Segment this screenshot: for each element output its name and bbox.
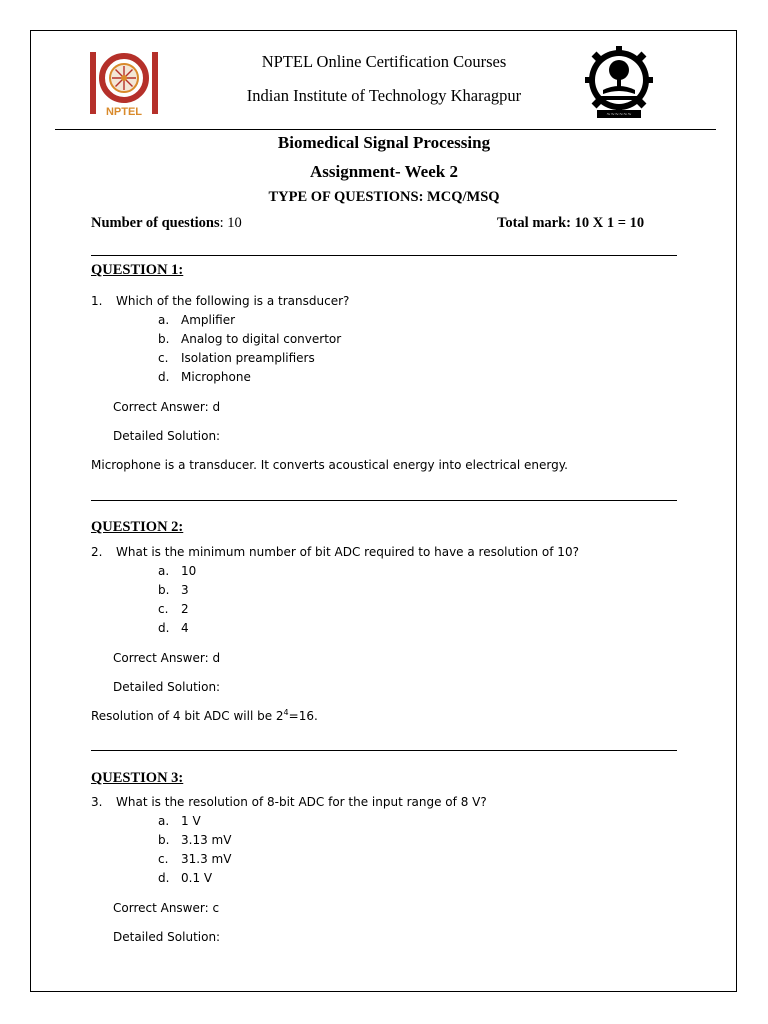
question-text	[91, 795, 487, 809]
section-divider	[91, 750, 677, 751]
option-letter: d.	[158, 621, 170, 635]
solution-heading: Detailed Solution:	[113, 930, 221, 944]
option-text: 3	[181, 583, 189, 597]
option-text: Analog to digital convertor	[181, 332, 342, 346]
option-item	[158, 583, 189, 597]
correct-answer: Correct Answer: d	[113, 400, 221, 414]
question-heading: QUESTION 2:	[91, 519, 184, 535]
question-type: TYPE OF QUESTIONS: MCQ/MSQ	[268, 189, 500, 205]
option-letter: c.	[158, 602, 169, 616]
header-divider	[55, 129, 716, 130]
option-letter: a.	[158, 564, 170, 578]
question-body: Which of the following is a transducer?	[116, 294, 350, 308]
option-letter: b.	[158, 583, 170, 597]
option-item	[158, 852, 231, 866]
question-number: 1.	[91, 294, 103, 308]
correct-answer: Correct Answer: d	[113, 651, 221, 665]
option-item	[158, 621, 189, 635]
option-letter: a.	[158, 814, 170, 828]
option-item	[158, 871, 212, 885]
option-letter: b.	[158, 833, 170, 847]
option-text: 3.13 mV	[181, 833, 232, 847]
option-letter: c.	[158, 852, 169, 866]
section-divider	[91, 500, 677, 501]
option-text: Isolation preamplifiers	[181, 351, 315, 365]
option-item	[158, 313, 235, 327]
assignment-title: Assignment- Week 2	[310, 162, 458, 181]
question-number: 3.	[91, 795, 103, 809]
solution-text: Microphone is a transducer. It converts acoustical energy into electrical energy.	[91, 458, 568, 472]
course-title: Biomedical Signal Processing	[277, 133, 491, 152]
option-letter: c.	[158, 351, 169, 365]
question-text	[91, 294, 349, 308]
option-text: 0.1 V	[181, 871, 213, 885]
option-letter: d.	[158, 871, 170, 885]
number-of-questions-value: : 10	[219, 215, 242, 231]
number-of-questions-label: Number of questions	[91, 215, 220, 231]
option-item	[158, 332, 341, 346]
total-mark: Total mark: 10 X 1 = 10	[497, 215, 645, 231]
option-text: 31.3 mV	[181, 852, 232, 866]
question-heading: QUESTION 1:	[91, 262, 184, 278]
solution-text-main: Resolution of 4 bit ADC will be 2	[91, 709, 284, 723]
option-text: 10	[181, 564, 197, 578]
option-item	[158, 602, 189, 616]
option-letter: b.	[158, 332, 170, 346]
option-item	[158, 370, 251, 384]
section-divider	[91, 255, 677, 256]
solution-text	[91, 709, 318, 723]
option-letter: d.	[158, 370, 170, 384]
correct-answer: Correct Answer: c	[113, 901, 220, 915]
question-heading: QUESTION 3:	[91, 770, 184, 786]
header-institute-name: Indian Institute of Technology Kharagpur	[246, 86, 522, 105]
option-text: 2	[181, 602, 189, 616]
question-text	[91, 545, 579, 559]
option-text: 4	[181, 621, 189, 635]
question-body: What is the resolution of 8-bit ADC for the input range of 8 V?	[116, 795, 487, 809]
option-text: Amplifier	[181, 313, 236, 327]
solution-text-result: =16.	[288, 709, 318, 723]
option-item	[158, 814, 201, 828]
option-text: Microphone	[181, 370, 251, 384]
option-text: 1 V	[181, 814, 201, 828]
option-letter: a.	[158, 313, 170, 327]
option-item	[158, 833, 231, 847]
solution-heading: Detailed Solution:	[113, 680, 221, 694]
option-item	[158, 351, 315, 365]
nptel-logo-text: NPTEL	[105, 106, 143, 118]
header-org-name: NPTEL Online Certification Courses	[261, 52, 507, 71]
solution-heading: Detailed Solution:	[113, 429, 221, 443]
number-of-questions	[91, 215, 242, 232]
question-number: 2.	[91, 545, 103, 559]
solution-exponent: 4	[283, 708, 289, 717]
svg-text:~~~~~~: ~~~~~~	[606, 112, 632, 118]
question-body: What is the minimum number of bit ADC required to have a resolution of 10?	[116, 545, 579, 559]
option-item	[158, 564, 196, 578]
